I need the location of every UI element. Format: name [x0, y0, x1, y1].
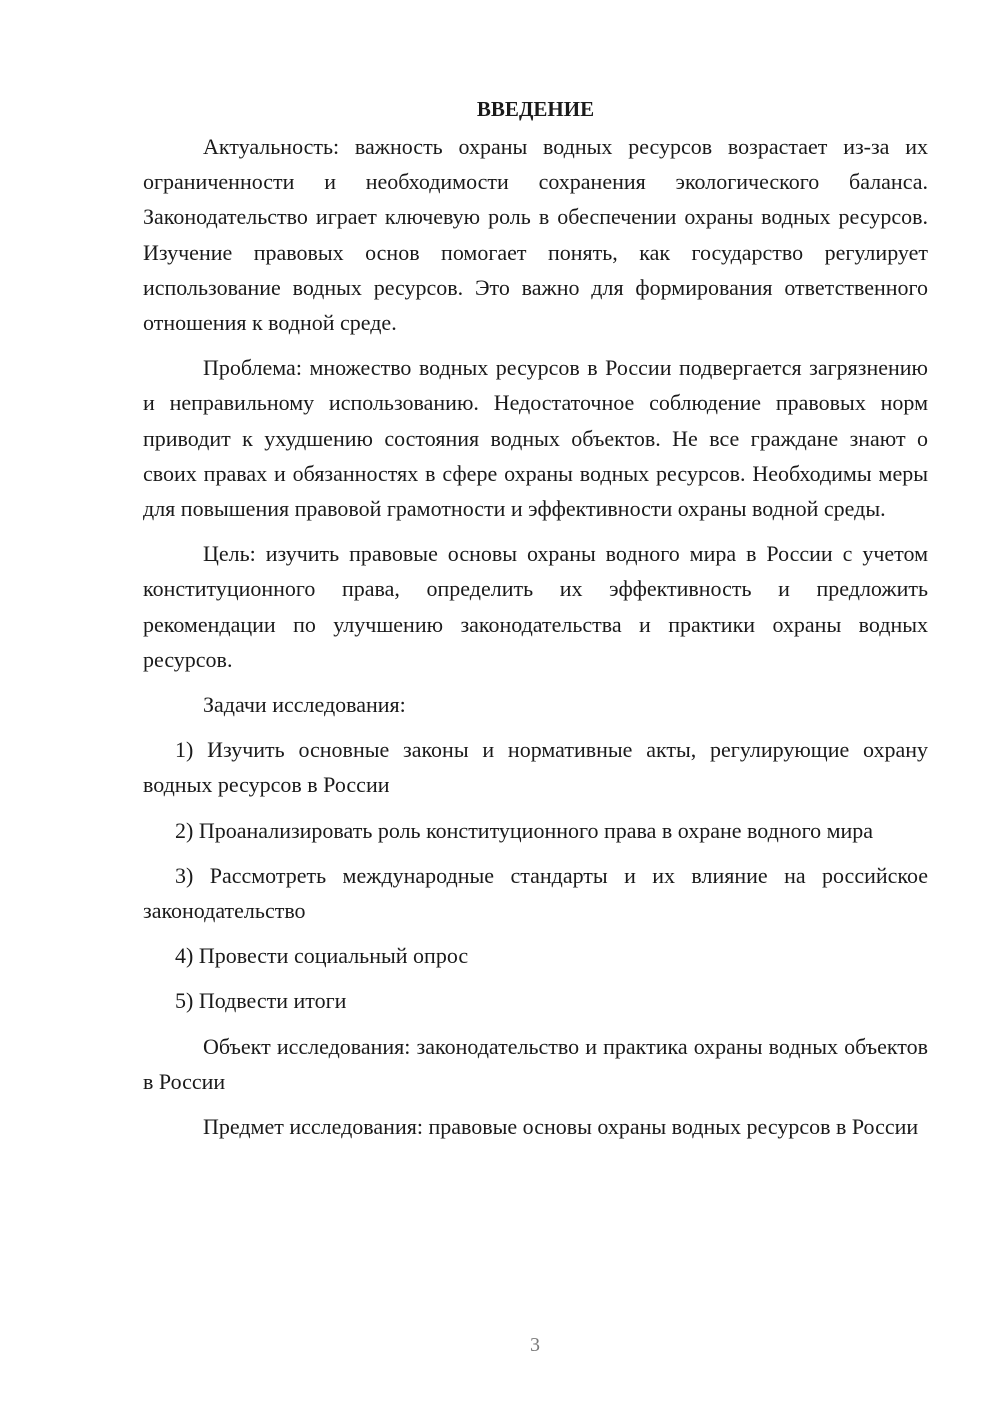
task-item-1: 1) Изучить основные законы и нормативные акты, регулирующие охрану водных ресурсов в России — [143, 737, 928, 798]
relevance-paragraph: Актуальность: важность охраны водных ресурсов возрастает из-за их ограниченности и необходимости сохранения экологического баланса. Законодательство играет ключевую роль в обеспечении охраны водных ресурсов. Изучение правовых основ помогает понять, как государство регулирует использование водных ресурсов. Это важно для формирования ответственного отношения к водной среде. — [143, 134, 928, 336]
research-subject-paragraph: Предмет исследования: правовые основы охраны водных ресурсов в России — [203, 1114, 919, 1140]
page-number: 3 — [530, 1334, 540, 1356]
page-title: ВВЕДЕНИЕ — [476, 97, 595, 121]
research-object-paragraph: Объект исследования: законодательство и практика охраны водных объектов в России — [143, 1033, 928, 1094]
task-item-3: 3) Рассмотреть международные стандарты и их влияние на российское законодательство — [143, 862, 928, 924]
tasks-heading: Задачи исследования: — [203, 692, 406, 718]
task-item-5: 5) Подвести итоги — [175, 988, 347, 1014]
task-item-4: 4) Провести социальный опрос — [175, 943, 469, 969]
document-page — [143, 92, 928, 1154]
task-item-2: 2) Проанализировать роль конституционного права в охране водного мира — [175, 817, 874, 843]
goal-paragraph: Цель: изучить правовые основы охраны водного мира в России с учетом конституционного права, определить их эффективность и предложить рекомендации по улучшению законодательства и практики охраны водных ресурсов. — [143, 541, 928, 672]
problem-paragraph: Проблема: множество водных ресурсов в России подвергается загрязнению и неправильному использованию. Недостаточное соблюдение правовых норм приводит к ухудшению состояния водных объектов. Не все граждане знают о своих правах и обязанностях в сфере охраны водных ресурсов. Необходимы меры для повышения правовой грамотности и эффективности охраны водной среды. — [143, 355, 928, 522]
